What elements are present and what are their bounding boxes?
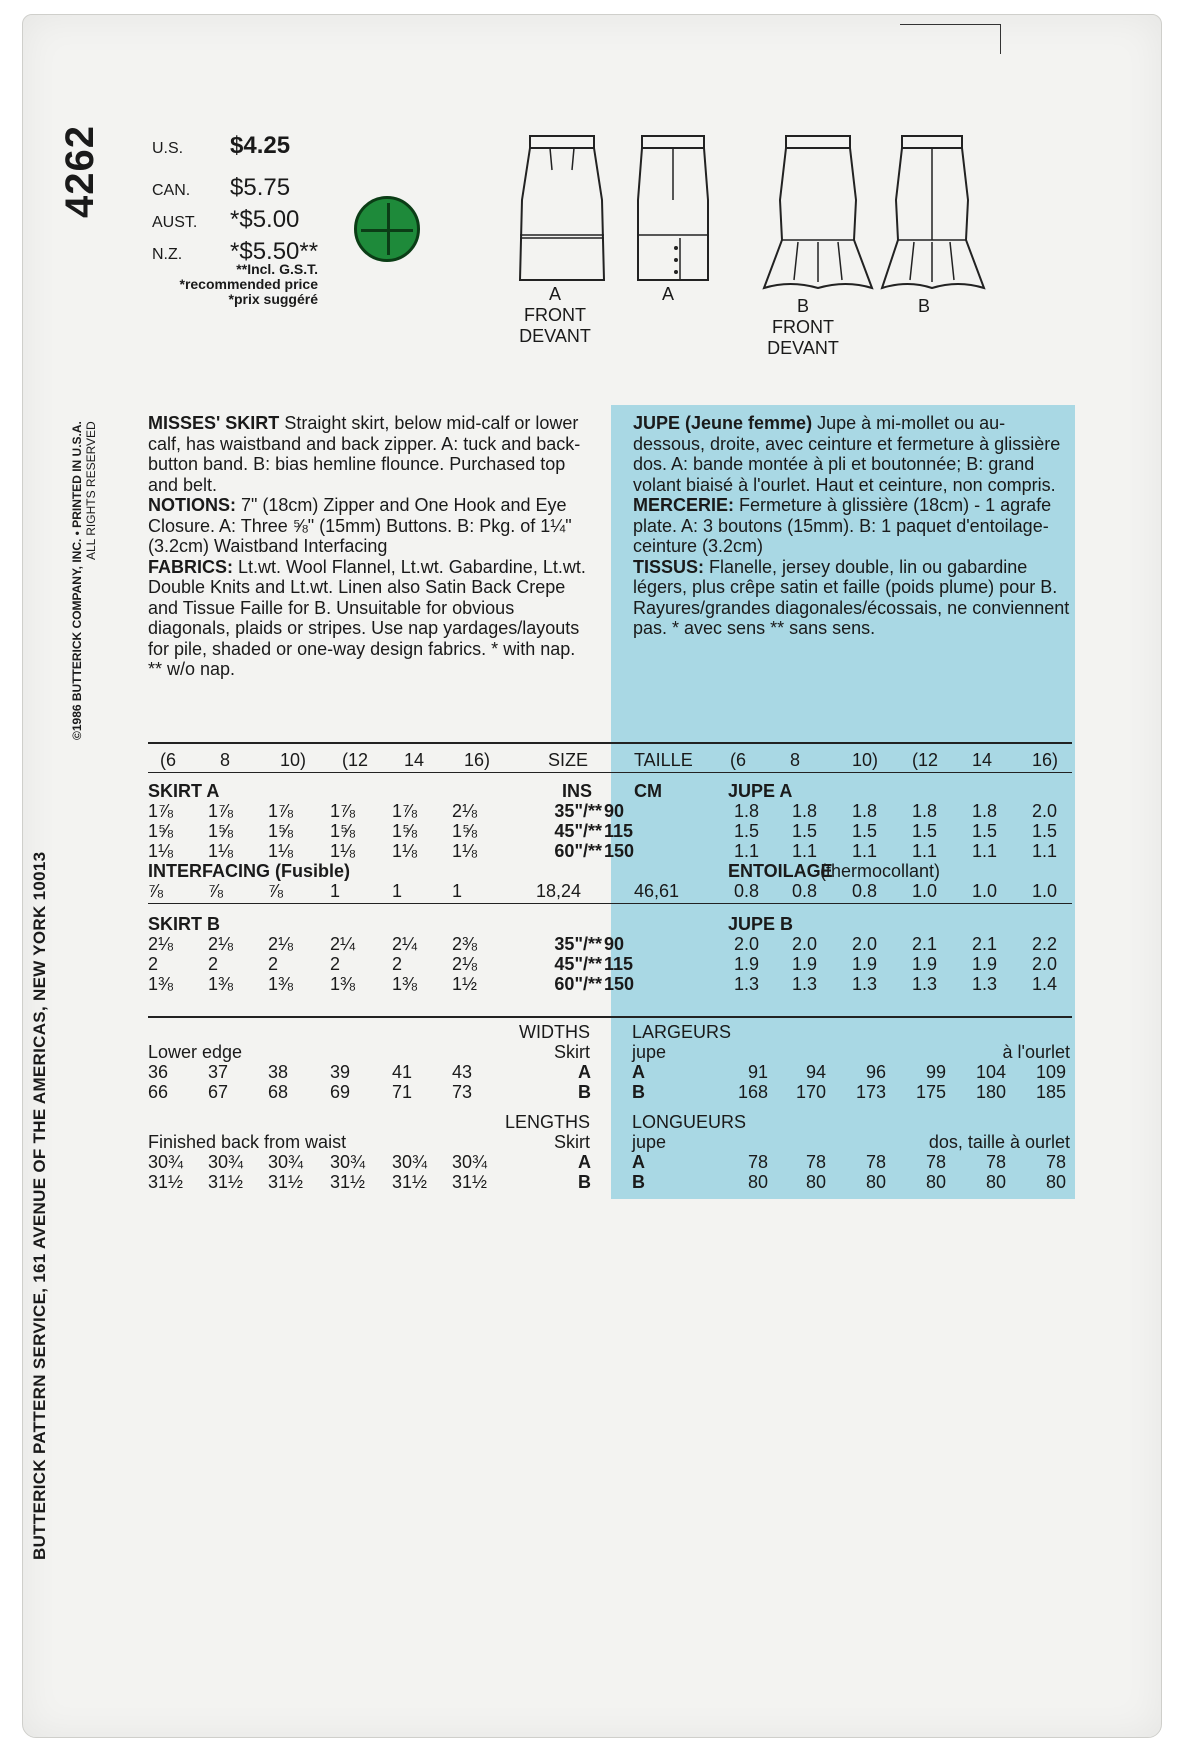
size-label: SIZE bbox=[548, 750, 589, 770]
size-header: 10) bbox=[280, 750, 307, 770]
width-ins: 45"/** bbox=[554, 954, 602, 974]
yardage-value: 1½ bbox=[452, 974, 478, 994]
interfacing-metric: 1.0 bbox=[1032, 881, 1058, 901]
width-cm: 115 bbox=[604, 821, 634, 841]
price-row: CAN. $5.75 bbox=[152, 174, 291, 201]
metric-value: 1.3 bbox=[734, 974, 760, 994]
table-rule-top bbox=[148, 742, 1072, 744]
flap-edge bbox=[900, 24, 1000, 25]
metric-value: 1.8 bbox=[852, 801, 878, 821]
yardage-value: 1⅛ bbox=[208, 841, 234, 861]
lengths-skirt: Skirt bbox=[554, 1132, 590, 1152]
widths-cm-value: 109 bbox=[1035, 1062, 1066, 1082]
lengths-cm-value: 80 bbox=[865, 1172, 886, 1192]
yardage-value: 1⅞ bbox=[208, 801, 234, 821]
lengths-inch-value: 31½ bbox=[330, 1172, 366, 1192]
lengths-label-fr: LONGUEURS bbox=[632, 1112, 747, 1132]
widths-cm-value: 91 bbox=[747, 1062, 768, 1082]
widths-fr-sub: à l'ourlet bbox=[1002, 1042, 1070, 1062]
lengths-inch-value: 30¾ bbox=[392, 1152, 428, 1172]
lengths-view: B bbox=[578, 1172, 591, 1192]
size-header: (6 bbox=[160, 750, 177, 770]
width-ins: 35"/** bbox=[554, 934, 602, 954]
taille-label: TAILLE bbox=[634, 750, 693, 770]
metric-value: 1.9 bbox=[912, 954, 938, 974]
butterick-logo-icon bbox=[354, 196, 420, 262]
interfacing-yardage: ⅞ bbox=[208, 881, 224, 901]
metric-value: 1.8 bbox=[734, 801, 760, 821]
widths-view-fr: A bbox=[632, 1062, 645, 1082]
lengths-inch-value: 31½ bbox=[148, 1172, 184, 1192]
skirt-b-label: SKIRT B bbox=[148, 914, 220, 934]
table-rule-mid bbox=[148, 903, 1072, 904]
metric-value: 1.3 bbox=[792, 974, 818, 994]
width-ins: 60"/** bbox=[554, 974, 602, 994]
metric-value: 1.9 bbox=[792, 954, 818, 974]
yardage-value: 1⅞ bbox=[392, 801, 418, 821]
metric-value: 1.9 bbox=[852, 954, 878, 974]
interfacing-metric: 1.0 bbox=[912, 881, 938, 901]
taille-header: (12 bbox=[912, 750, 939, 770]
widths-inch-value: 38 bbox=[268, 1062, 289, 1082]
metric-value: 2.0 bbox=[1032, 801, 1058, 821]
widths-cm-value: 180 bbox=[975, 1082, 1006, 1102]
metric-value: 1.1 bbox=[734, 841, 760, 861]
jupe-b-label: JUPE B bbox=[728, 914, 794, 934]
yardage-value: 1⅝ bbox=[392, 821, 418, 841]
interfacing-yardage: ⅞ bbox=[268, 881, 284, 901]
lengths-cm-value: 80 bbox=[1045, 1172, 1066, 1192]
caption-a-front: A FRONT DEVANT bbox=[519, 284, 591, 346]
yardage-value: 1⅝ bbox=[208, 821, 234, 841]
metric-value: 1.5 bbox=[972, 821, 998, 841]
entoilage-note: (thermocollant) bbox=[820, 861, 941, 881]
lengths-inch-value: 30¾ bbox=[208, 1152, 244, 1172]
yardage-value: 1⅜ bbox=[392, 974, 418, 994]
metric-value: 1.3 bbox=[852, 974, 878, 994]
yardage-value: 2¼ bbox=[392, 934, 418, 954]
widths-inch-value: 68 bbox=[268, 1082, 289, 1102]
metric-value: 1.8 bbox=[912, 801, 938, 821]
yardage-value: 1⅞ bbox=[148, 801, 174, 821]
yardage-value: 2⅛ bbox=[452, 801, 478, 821]
yardage-value: 2⅛ bbox=[208, 934, 234, 954]
taille-header: 8 bbox=[790, 750, 801, 770]
widths-cm-value: 170 bbox=[795, 1082, 826, 1102]
widths-sub: Lower edge bbox=[148, 1042, 243, 1062]
skirt-b-back-illustration bbox=[880, 130, 990, 300]
widths-inch-value: 67 bbox=[208, 1082, 229, 1102]
flap-edge-vertical bbox=[1000, 24, 1001, 54]
interfacing-yardage: 1 bbox=[452, 881, 463, 901]
widths-inch-value: 69 bbox=[330, 1082, 351, 1102]
interfacing-ins: 18,24 bbox=[536, 881, 582, 901]
skirt-a-front-illustration bbox=[510, 130, 630, 290]
yardage-value: 1⅝ bbox=[148, 821, 174, 841]
widths-inch-value: 73 bbox=[452, 1082, 473, 1102]
lengths-cm-value: 80 bbox=[747, 1172, 768, 1192]
description-english: MISSES' SKIRT Straight skirt, below mid-calf or lower calf, has waistband and back zipper. A: tuck and back-button band. B: bias hemline flounce. Purchased top and belt. NOTIONS: 7" (18cm) Zipper and One Hook and Eye Closure. A: Three ⅝" (15mm) Buttons. B: Pkg. of 1¼" (3.2cm) Waistband Interfacing FABRICS: Lt.wt. Wool Flannel, Lt.wt. Gabardine, Lt.wt. Double Knits and Lt.wt. Linen also Satin Back Crepe and Tissue Faille for B. Unsuitable for obvious diagonals, plaids or stripes. Use nap yardages/layouts for pile, shaded or one-way design fabrics. * with nap. ** w/o nap. bbox=[148, 413, 586, 679]
metric-value: 1.5 bbox=[734, 821, 760, 841]
metric-value: 1.8 bbox=[792, 801, 818, 821]
widths-cm-value: 96 bbox=[865, 1062, 886, 1082]
size-header: 14 bbox=[404, 750, 425, 770]
width-cm: 150 bbox=[604, 841, 635, 861]
widths-cm-value: 104 bbox=[975, 1062, 1006, 1082]
yardage-value: 2 bbox=[148, 954, 159, 974]
price-row: U.S. $4.25 bbox=[152, 132, 291, 159]
size-header: 8 bbox=[220, 750, 231, 770]
interfacing-metric: 0.8 bbox=[792, 881, 818, 901]
copyright-line: ©1986 BUTTERICK COMPANY, INC. • PRINTED IN U.S.A. bbox=[70, 421, 84, 740]
metric-value: 1.9 bbox=[972, 954, 998, 974]
widths-inch-value: 71 bbox=[392, 1082, 413, 1102]
skirt-b-front-illustration bbox=[760, 130, 880, 300]
taille-header: (6 bbox=[730, 750, 747, 770]
metric-value: 1.1 bbox=[852, 841, 878, 861]
yardage-value: 1⅞ bbox=[330, 801, 356, 821]
metric-value: 2.0 bbox=[1032, 954, 1058, 974]
interfacing-cm: 46,61 bbox=[634, 881, 680, 901]
lengths-inch-value: 30¾ bbox=[330, 1152, 366, 1172]
lengths-cm-value: 78 bbox=[925, 1152, 946, 1172]
lengths-cm-value: 78 bbox=[1045, 1152, 1066, 1172]
entoilage-label: ENTOILAGE bbox=[728, 861, 833, 881]
width-cm: 90 bbox=[604, 934, 625, 954]
metric-value: 1.4 bbox=[1032, 974, 1058, 994]
metric-value: 1.9 bbox=[734, 954, 760, 974]
widths-cm-value: 173 bbox=[855, 1082, 886, 1102]
table-rule-header bbox=[148, 772, 1072, 773]
yardage-value: 2⅛ bbox=[148, 934, 174, 954]
widths-cm-value: 175 bbox=[915, 1082, 946, 1102]
widths-inch-value: 43 bbox=[452, 1062, 473, 1082]
interfacing-yardage: ⅞ bbox=[148, 881, 164, 901]
interfacing-metric: 0.8 bbox=[734, 881, 760, 901]
lengths-inch-value: 30¾ bbox=[268, 1152, 304, 1172]
lengths-inch-value: 31½ bbox=[208, 1172, 244, 1192]
widths-cm-value: 94 bbox=[805, 1062, 826, 1082]
lengths-sub: Finished back from waist bbox=[148, 1132, 347, 1152]
publisher-address: BUTTERICK PATTERN SERVICE, 161 AVENUE OF THE AMERICAS, NEW YORK 10013 bbox=[30, 851, 49, 1560]
metric-value: 1.1 bbox=[1032, 841, 1058, 861]
interfacing-yardage: 1 bbox=[392, 881, 403, 901]
description-french: JUPE (Jeune femme) Jupe à mi-mollet ou au-dessous, droite, avec ceinture et fermeture à glissière dos. A: bande montée à pli et boutonnée; B: grand volant biaisé à l'ourlet. Haut et ceinture, non compris. MERCERIE: Fermeture à glissière (18cm) - 1 agrafe plate. A: 3 boutons (15mm). B: 1 paquet d'entoilage-ceinture (3.2cm) TISSUS: Flanelle, jersey double, lin ou gabardine légers, plus crêpe satin et faille (poids plume) pour B. Rayures/grandes diagonales/écossais, ne conviennent pas. * avec sens ** sans sens. bbox=[633, 413, 1070, 638]
metric-value: 2.0 bbox=[792, 934, 818, 954]
caption-b-back: B bbox=[917, 296, 930, 316]
yardage-value: 2 bbox=[330, 954, 341, 974]
size-header: (12 bbox=[342, 750, 369, 770]
size-header: 16) bbox=[464, 750, 491, 770]
widths-inch-value: 36 bbox=[148, 1062, 169, 1082]
widths-view: B bbox=[578, 1082, 591, 1102]
yardage-value: 2 bbox=[268, 954, 279, 974]
metric-value: 1.8 bbox=[972, 801, 998, 821]
skirt-a-back-illustration bbox=[632, 130, 722, 290]
yardage-value: 1⅝ bbox=[330, 821, 356, 841]
yardage-value: 1⅛ bbox=[330, 841, 356, 861]
pattern-number: 4262 bbox=[58, 125, 102, 218]
yardage-value: 1⅛ bbox=[452, 841, 478, 861]
lengths-inch-value: 30¾ bbox=[148, 1152, 184, 1172]
widths-inch-value: 41 bbox=[392, 1062, 413, 1082]
widths-cm-value: 99 bbox=[925, 1062, 946, 1082]
width-cm: 150 bbox=[604, 974, 635, 994]
lengths-inch-value: 31½ bbox=[392, 1172, 428, 1192]
metric-value: 1.5 bbox=[1032, 821, 1058, 841]
yardage-value: 2 bbox=[392, 954, 403, 974]
metric-value: 2.2 bbox=[1032, 934, 1058, 954]
lengths-jupe: jupe bbox=[632, 1132, 667, 1152]
yardage-value: 2¼ bbox=[330, 934, 356, 954]
metric-value: 1.5 bbox=[912, 821, 938, 841]
widths-jupe: jupe bbox=[632, 1042, 667, 1062]
lengths-cm-value: 80 bbox=[805, 1172, 826, 1192]
metric-value: 1.1 bbox=[792, 841, 818, 861]
yardage-value: 1⅝ bbox=[268, 821, 294, 841]
caption-a-back: A bbox=[661, 284, 674, 304]
widths-cm-value: 168 bbox=[737, 1082, 768, 1102]
lengths-cm-value: 78 bbox=[985, 1152, 1006, 1172]
yardage-value: 1⅜ bbox=[208, 974, 234, 994]
metric-value: 2.1 bbox=[972, 934, 998, 954]
yardage-value: 1⅛ bbox=[392, 841, 418, 861]
lengths-cm-value: 78 bbox=[747, 1152, 768, 1172]
price-row: AUST. *$5.00 bbox=[152, 206, 300, 233]
widths-label: WIDTHS bbox=[519, 1022, 590, 1042]
lengths-fr-sub: dos, taille à ourlet bbox=[928, 1132, 1070, 1152]
lengths-cm-value: 80 bbox=[925, 1172, 946, 1192]
yardage-value: 2⅜ bbox=[452, 934, 478, 954]
yardage-value: 1⅝ bbox=[452, 821, 478, 841]
yardage-value: 1⅛ bbox=[268, 841, 294, 861]
lengths-inch-value: 31½ bbox=[452, 1172, 488, 1192]
cm-label: CM bbox=[634, 781, 662, 801]
interfacing-label: INTERFACING (Fusible) bbox=[148, 861, 350, 881]
interfacing-metric: 0.8 bbox=[852, 881, 878, 901]
metric-value: 1.5 bbox=[852, 821, 878, 841]
widths-inch-value: 37 bbox=[208, 1062, 229, 1082]
widths-view: A bbox=[578, 1062, 591, 1082]
lengths-inch-value: 30¾ bbox=[452, 1152, 488, 1172]
yardage-value: 2⅛ bbox=[452, 954, 478, 974]
metric-value: 1.3 bbox=[972, 974, 998, 994]
width-ins: 45"/** bbox=[554, 821, 602, 841]
rights-line: ALL RIGHTS RESERVED bbox=[84, 421, 98, 560]
metric-value: 2.0 bbox=[734, 934, 760, 954]
metric-value: 1.1 bbox=[972, 841, 998, 861]
widths-skirt: Skirt bbox=[554, 1042, 590, 1062]
width-cm: 90 bbox=[604, 801, 625, 821]
taille-header: 16) bbox=[1032, 750, 1059, 770]
yardage-value: 1⅛ bbox=[148, 841, 174, 861]
price-row: N.Z. *$5.50** bbox=[152, 238, 319, 265]
metric-value: 2.0 bbox=[852, 934, 878, 954]
lengths-label: LENGTHS bbox=[504, 1112, 590, 1132]
lengths-cm-value: 78 bbox=[865, 1152, 886, 1172]
width-ins: 35"/** bbox=[554, 801, 602, 821]
metric-value: 1.5 bbox=[792, 821, 818, 841]
ins-label: INS bbox=[562, 781, 593, 801]
lengths-view: A bbox=[578, 1152, 591, 1172]
yardage-value: 1⅜ bbox=[268, 974, 294, 994]
widths-inch-value: 39 bbox=[330, 1062, 351, 1082]
lengths-inch-value: 31½ bbox=[268, 1172, 304, 1192]
interfacing-metric: 1.0 bbox=[972, 881, 998, 901]
lengths-view-fr: B bbox=[632, 1172, 645, 1192]
price-list bbox=[152, 132, 318, 270]
price-notes: **Incl. G.S.T. *recommended price *prix suggéré bbox=[179, 261, 318, 307]
widths-inch-value: 66 bbox=[148, 1082, 169, 1102]
widths-label-fr: LARGEURS bbox=[632, 1022, 732, 1042]
yardage-value: 1⅞ bbox=[268, 801, 294, 821]
lengths-cm-value: 78 bbox=[805, 1152, 826, 1172]
yardage-value: 2⅛ bbox=[268, 934, 294, 954]
skirt-a-label: SKIRT A bbox=[148, 781, 220, 801]
yardage-value: 2 bbox=[208, 954, 219, 974]
metric-value: 2.1 bbox=[912, 934, 938, 954]
yardage-value: 1⅜ bbox=[148, 974, 174, 994]
jupe-a-label: JUPE A bbox=[728, 781, 793, 801]
interfacing-yardage: 1 bbox=[330, 881, 341, 901]
widths-cm-value: 185 bbox=[1035, 1082, 1066, 1102]
caption-b-front: B FRONT DEVANT bbox=[767, 296, 839, 358]
metric-value: 1.3 bbox=[912, 974, 938, 994]
taille-header: 14 bbox=[972, 750, 993, 770]
width-cm: 115 bbox=[604, 954, 634, 974]
table-rule-widths bbox=[148, 1016, 1072, 1018]
width-ins: 60"/** bbox=[554, 841, 602, 861]
yardage-value: 1⅜ bbox=[330, 974, 356, 994]
lengths-view-fr: A bbox=[632, 1152, 645, 1172]
lengths-cm-value: 80 bbox=[985, 1172, 1006, 1192]
taille-header: 10) bbox=[852, 750, 879, 770]
widths-view-fr: B bbox=[632, 1082, 645, 1102]
metric-value: 1.1 bbox=[912, 841, 938, 861]
